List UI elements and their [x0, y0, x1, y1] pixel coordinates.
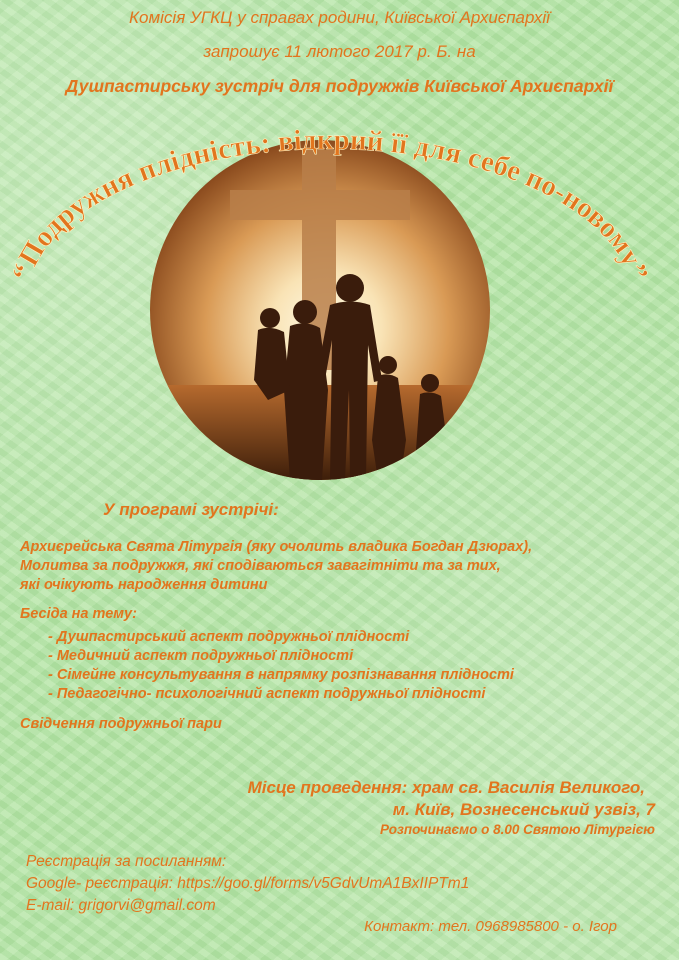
venue-start-time: Розпочинаємо о 8.00 Святою Літургією: [379, 822, 655, 837]
registration-label: Реєстрація за посиланням:: [26, 853, 227, 870]
venue-place: Місце проведення: храм св. Василія Великого,: [247, 778, 645, 797]
program-item-prayer: Молитва за подружжя, які сподіваються завагітніти та за тих,: [20, 558, 501, 574]
header-invite-date: запрошує 11 лютого 2017 р. Б. на: [203, 42, 476, 61]
theme-title-text: “Подружня плідність: відкрий її для себе по-новому”: [6, 123, 654, 285]
talk-item: - Душпастирський аспект подружньої плідності: [48, 629, 410, 645]
talk-item: - Педагогічно- психологічний аспект подружньої плідності: [48, 686, 486, 702]
program-item-prayer-cont: які очікують народження дитини: [20, 577, 268, 593]
venue-address: м. Київ, Вознесенський узвіз, 7: [392, 800, 655, 819]
program-talk-heading: Бесіда на тему:: [20, 606, 137, 622]
talk-item: - Сімейне консультування в напрямку розпізнавання плідності: [48, 667, 514, 683]
program-item-testimony: Свідчення подружньої пари: [20, 716, 222, 732]
header-organizer: Комісія УГКЦ у справах родини, Київської Архиєпархії: [129, 8, 550, 27]
contact-phone: Контакт: тел. 0968985800 - о. Ігор: [364, 918, 617, 935]
talk-item: - Медичний аспект подружньої плідності: [48, 648, 354, 664]
program-heading: У програмі зустрічі:: [103, 500, 279, 519]
header-event-name: Душпастирську зустріч для подружжів Київської Архиєпархії: [65, 76, 614, 96]
theme-title-arc: [0, 110, 679, 350]
program-item-liturgy: Архиєрейська Свята Літургія (яку очолить владика Богдан Дзюрах),: [20, 539, 533, 555]
svg-text:“Подружня плідність: відкрий ї: [6, 124, 654, 284]
registration-email[interactable]: E-mail: grigorvi@gmail.com: [26, 897, 216, 914]
registration-link[interactable]: Google- реєстрація: https://goo.gl/forms/v5GdvUmA1BxIIPTm1: [26, 875, 470, 892]
